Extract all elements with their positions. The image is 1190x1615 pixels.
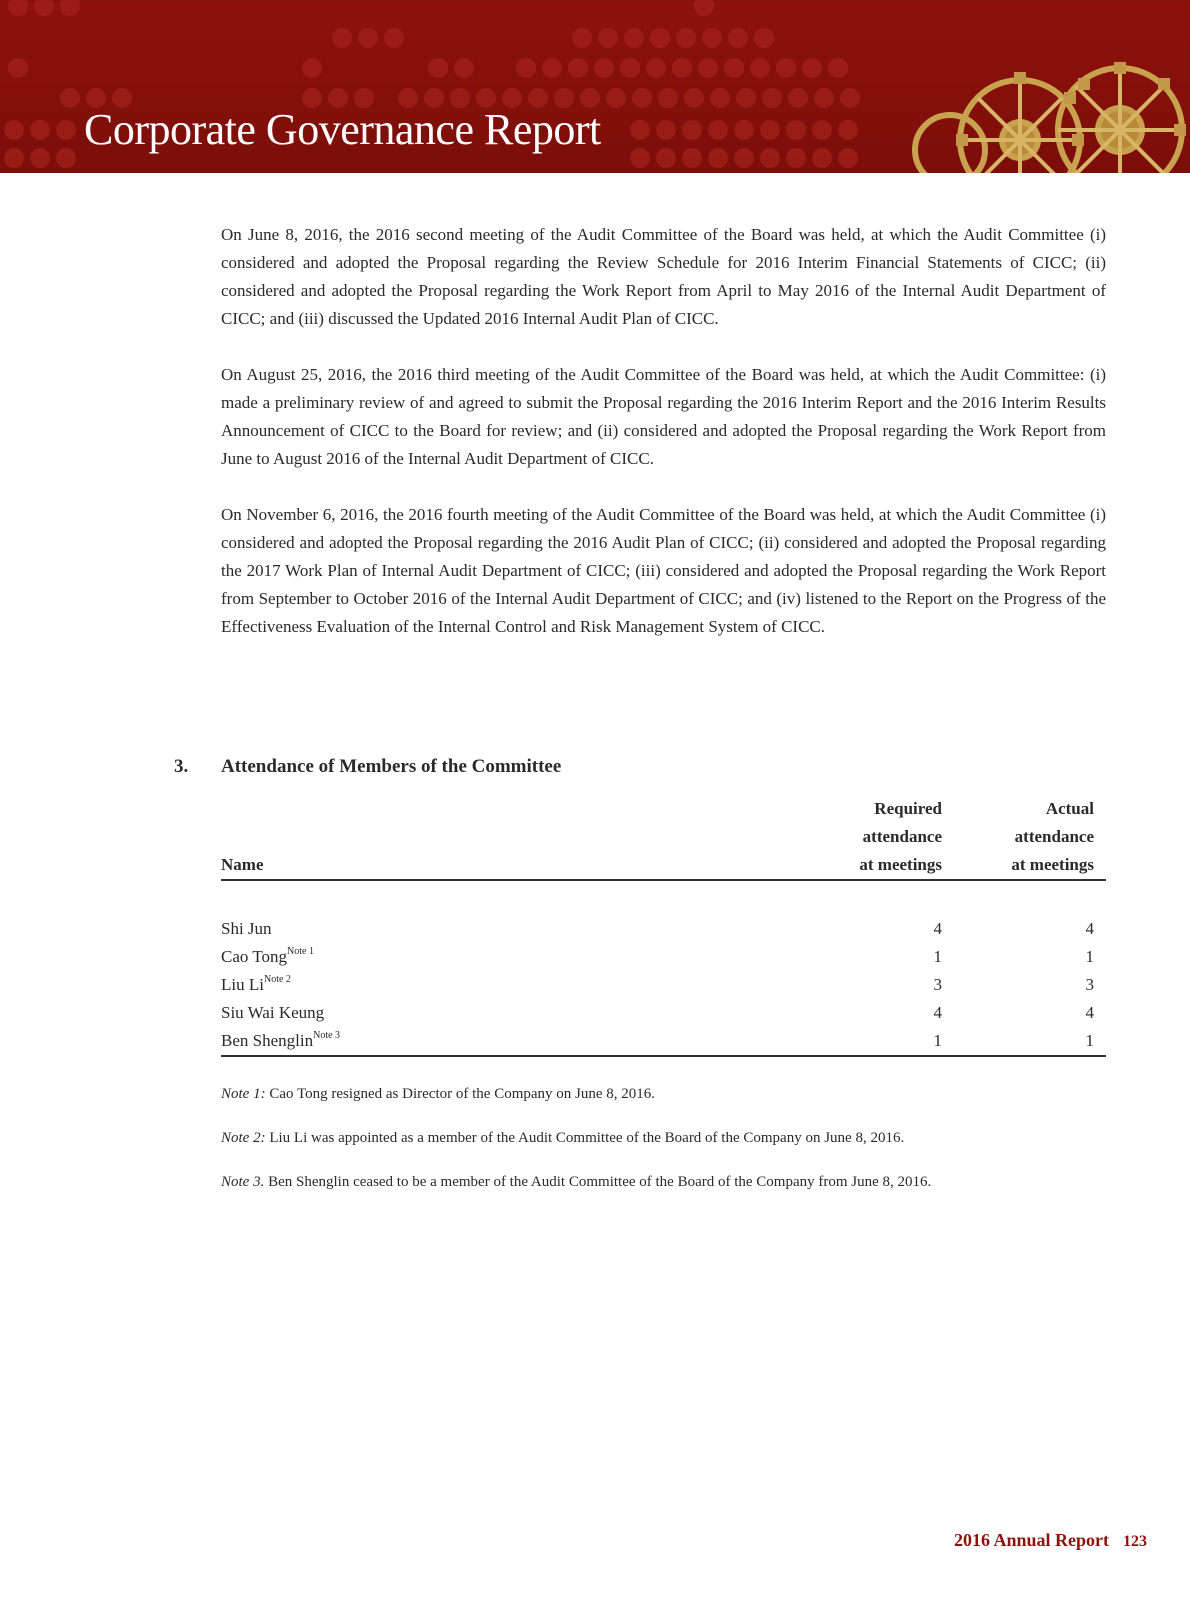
member-name-text: Liu Li xyxy=(221,975,264,994)
member-name xyxy=(221,999,802,1027)
actual-count: 3 xyxy=(1085,975,1094,994)
section-heading xyxy=(174,756,1106,778)
member-name xyxy=(221,915,802,943)
section-number: 3. xyxy=(174,756,189,777)
table-row xyxy=(221,999,1106,1027)
footer-report-name: 2016 Annual Report xyxy=(953,1530,1109,1550)
paragraph-august: On August 25, 2016, the 2016 third meeting of the Audit Committee of the Board was held, at which the Audit Committee: (i) made a preliminary review of and agreed to submit the Proposal regarding the 2016 Interim Report and the 2016 Interim Results Announcement of CICC to the Board for review; and (ii) considered and adopted the Proposal regarding the Work Report from June to August 2016 of the Internal Audit Department of CICC. xyxy=(221,365,1106,468)
member-name xyxy=(221,943,802,971)
paragraph-june: On June 8, 2016, the 2016 second meeting of the Audit Committee of the Board was held, at which the Audit Committee (i) considered and adopted the Proposal regarding the Review Schedule for 2016 Interim Financial Statements of CICC; (ii) considered and adopted the Proposal regarding the Work Report from April to May 2016 of the Internal Audit Department of CICC; and (iii) discussed the Updated 2016 Internal Audit Plan of CICC. xyxy=(221,225,1106,328)
header-actual-line3: at meetings xyxy=(1011,855,1094,874)
table-row xyxy=(221,971,1106,999)
note-2 xyxy=(221,1124,1106,1152)
note-label: Note 3. xyxy=(221,1174,265,1190)
member-name-text: Cao Tong xyxy=(221,947,288,966)
paragraph-november: On November 6, 2016, the 2016 fourth meeting of the Audit Committee of the Board was held, at which the Audit Committee (i) considered and adopted the Proposal regarding the 2016 Audit Plan of CICC; (ii) considered and adopted the Proposal regarding the 2017 Work Plan of Internal Audit Department of CICC; (iii) considered and adopted the Proposal regarding the Work Report from September to October 2016 of the Internal Audit Department of CICC; and (iv) listened to the Report on the Progress of the Effectiveness Evaluation of the Internal Control and Risk Management System of CICC. xyxy=(221,505,1106,636)
note-3 xyxy=(221,1168,1106,1196)
required-count: 1 xyxy=(802,1027,954,1056)
page-footer xyxy=(954,1530,1147,1551)
section-title: Attendance of Members of the Committee xyxy=(221,756,562,777)
note-label: Note 2: xyxy=(221,1130,266,1146)
required-count: 3 xyxy=(933,975,942,994)
note-text: Liu Li was appointed as a member of the Audit Committee of the Board of the Company on June 8, 2016. xyxy=(269,1130,905,1146)
header-actual-line2: attendance xyxy=(1014,827,1094,846)
table-row xyxy=(221,915,1106,943)
header-banner xyxy=(0,0,1190,173)
page-title: Corporate Governance Report xyxy=(84,105,601,154)
header-required-line2: attendance xyxy=(862,827,942,846)
table-header-row xyxy=(221,795,1106,880)
required-count: 1 xyxy=(933,947,942,966)
note-1 xyxy=(221,1080,1106,1108)
gears-icon xyxy=(910,0,1190,173)
table-row xyxy=(221,943,1106,971)
note-label: Note 1: xyxy=(221,1086,266,1102)
actual-count: 4 xyxy=(1085,919,1094,938)
body-text xyxy=(221,221,1106,669)
required-count: 4 xyxy=(933,919,942,938)
member-name-text: Ben Shenglin xyxy=(221,1031,314,1050)
note-text: Cao Tong resigned as Director of the Company on June 8, 2016. xyxy=(269,1086,656,1102)
member-note: Note 2 xyxy=(263,974,291,985)
attendance-table xyxy=(221,795,1106,1057)
notes xyxy=(221,1080,1106,1212)
member-name-text: Siu Wai Keung xyxy=(221,1003,325,1022)
header-required-line3: at meetings xyxy=(859,855,942,874)
header-actual-line1: Actual xyxy=(1045,799,1094,818)
note-text: Ben Shenglin ceased to be a member of the Audit Committee of the Board of the Company from June 8, 2016. xyxy=(268,1174,932,1190)
page-number: 123 xyxy=(1123,1533,1147,1550)
actual-count: 1 xyxy=(1085,947,1094,966)
table-spacer xyxy=(221,880,1106,915)
member-name-text: Shi Jun xyxy=(221,919,272,938)
actual-count: 4 xyxy=(1085,1003,1094,1022)
header-name: Name xyxy=(221,795,802,880)
actual-count: 1 xyxy=(954,1027,1106,1056)
header-required xyxy=(802,795,954,880)
member-name xyxy=(221,971,802,999)
table-row xyxy=(221,1027,1106,1056)
header-actual xyxy=(954,795,1106,880)
required-count: 4 xyxy=(933,1003,942,1022)
member-name xyxy=(221,1027,802,1056)
member-note: Note 1 xyxy=(287,946,314,957)
member-note: Note 3 xyxy=(313,1030,341,1041)
header-required-line1: Required xyxy=(874,799,942,818)
